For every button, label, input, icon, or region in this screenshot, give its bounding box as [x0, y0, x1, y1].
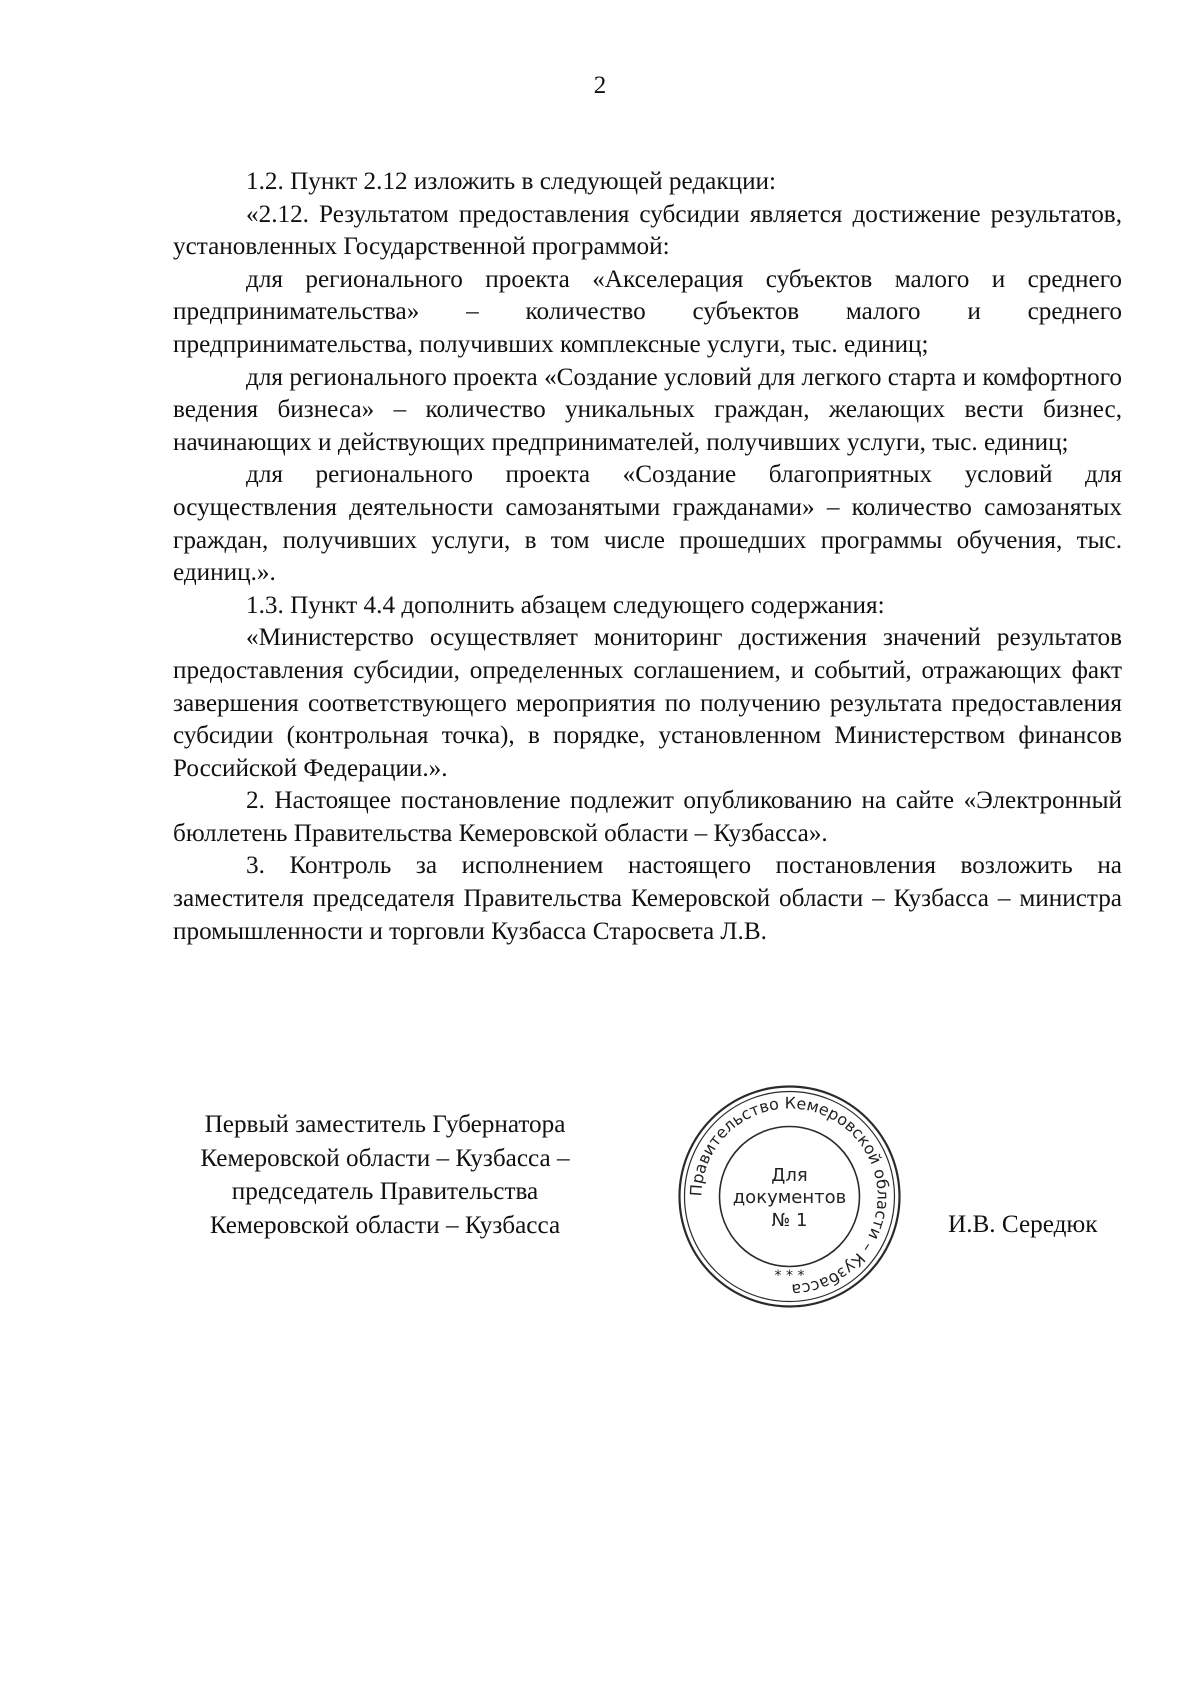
stamp-ring-text: Правительство Кемеровской области – Кузбасса — [686, 1093, 893, 1300]
stamp-center-line: № 1 — [771, 1210, 808, 1231]
document-body — [173, 166, 1122, 948]
stamp-seal-graphic — [677, 1084, 902, 1309]
stamp-center-line: Для — [771, 1165, 808, 1186]
paragraph-easy-start-project: для регионального проекта «Создание условий для легкого старта и комфортного ведения бизнеса» – количество уникальных граждан, желающих вести бизнес, начинающих и действующих предпринимателей, получивших услуги, тыс. единиц; — [173, 363, 1122, 456]
paragraph-publication: 2. Настоящее постановление подлежит опубликованию на сайте «Электронный бюллетень Правительства Кемеровской области – Кузбасса». — [173, 787, 1122, 847]
page-number: 2 — [593, 72, 607, 99]
official-stamp — [677, 1084, 902, 1309]
paragraph-control: 3. Контроль за исполнением настоящего постановления возложить на заместителя председателя Правительства Кемеровской области – Кузбасса – министра промышленности и торговли Кузбасса Старосвета Л.В. — [173, 852, 1122, 945]
paragraph-1-2: 1.2. Пункт 2.12 изложить в следующей редакции: — [246, 168, 777, 195]
stamp-center-line: документов — [732, 1187, 847, 1208]
paragraph-acceleration-project: для регионального проекта «Акселерация субъектов малого и среднего предпринимательства» – количество субъектов малого и среднего предпринимательства, получивших комплексные услуги, тыс. единиц; — [173, 265, 1122, 358]
signatory-name: И.В. Середюк — [948, 1211, 1098, 1238]
signatory-position-line: председатель Правительства — [231, 1178, 539, 1205]
signatory-position-line: Первый заместитель Губернатора — [204, 1111, 566, 1138]
paragraph-2-12: «2.12. Результатом предоставления субсидии является достижение результатов, установленных Государственной программой: — [173, 200, 1122, 261]
paragraph-1-3: 1.3. Пункт 4.4 дополнить абзацем следующего содержания: — [246, 591, 885, 619]
signatory-position-line: Кемеровской области – Кузбасса — [209, 1211, 561, 1239]
paragraph-self-employed-project: для регионального проекта «Создание благоприятных условий для осуществления деятельности самозанятыми гражданами» – количество самозанятых граждан, получивших услуги, в том числе прошедших программы обучения, тыс. единиц.». — [173, 461, 1122, 587]
signatory-position-line: Кемеровской области – Кузбасса – — [200, 1144, 570, 1172]
paragraph-monitoring: «Министерство осуществляет мониторинг достижения значений результатов предоставления субсидии, определенных соглашением, и событий, отражающих факт завершения соответствующего мероприятия по получению результата предоставления субсидии (контрольная точка), в порядке, установленном Министерством финансов Российской Федерации.». — [173, 624, 1122, 782]
stamp-stars: * * * — [774, 1268, 805, 1284]
signatory-position — [160, 1108, 610, 1242]
